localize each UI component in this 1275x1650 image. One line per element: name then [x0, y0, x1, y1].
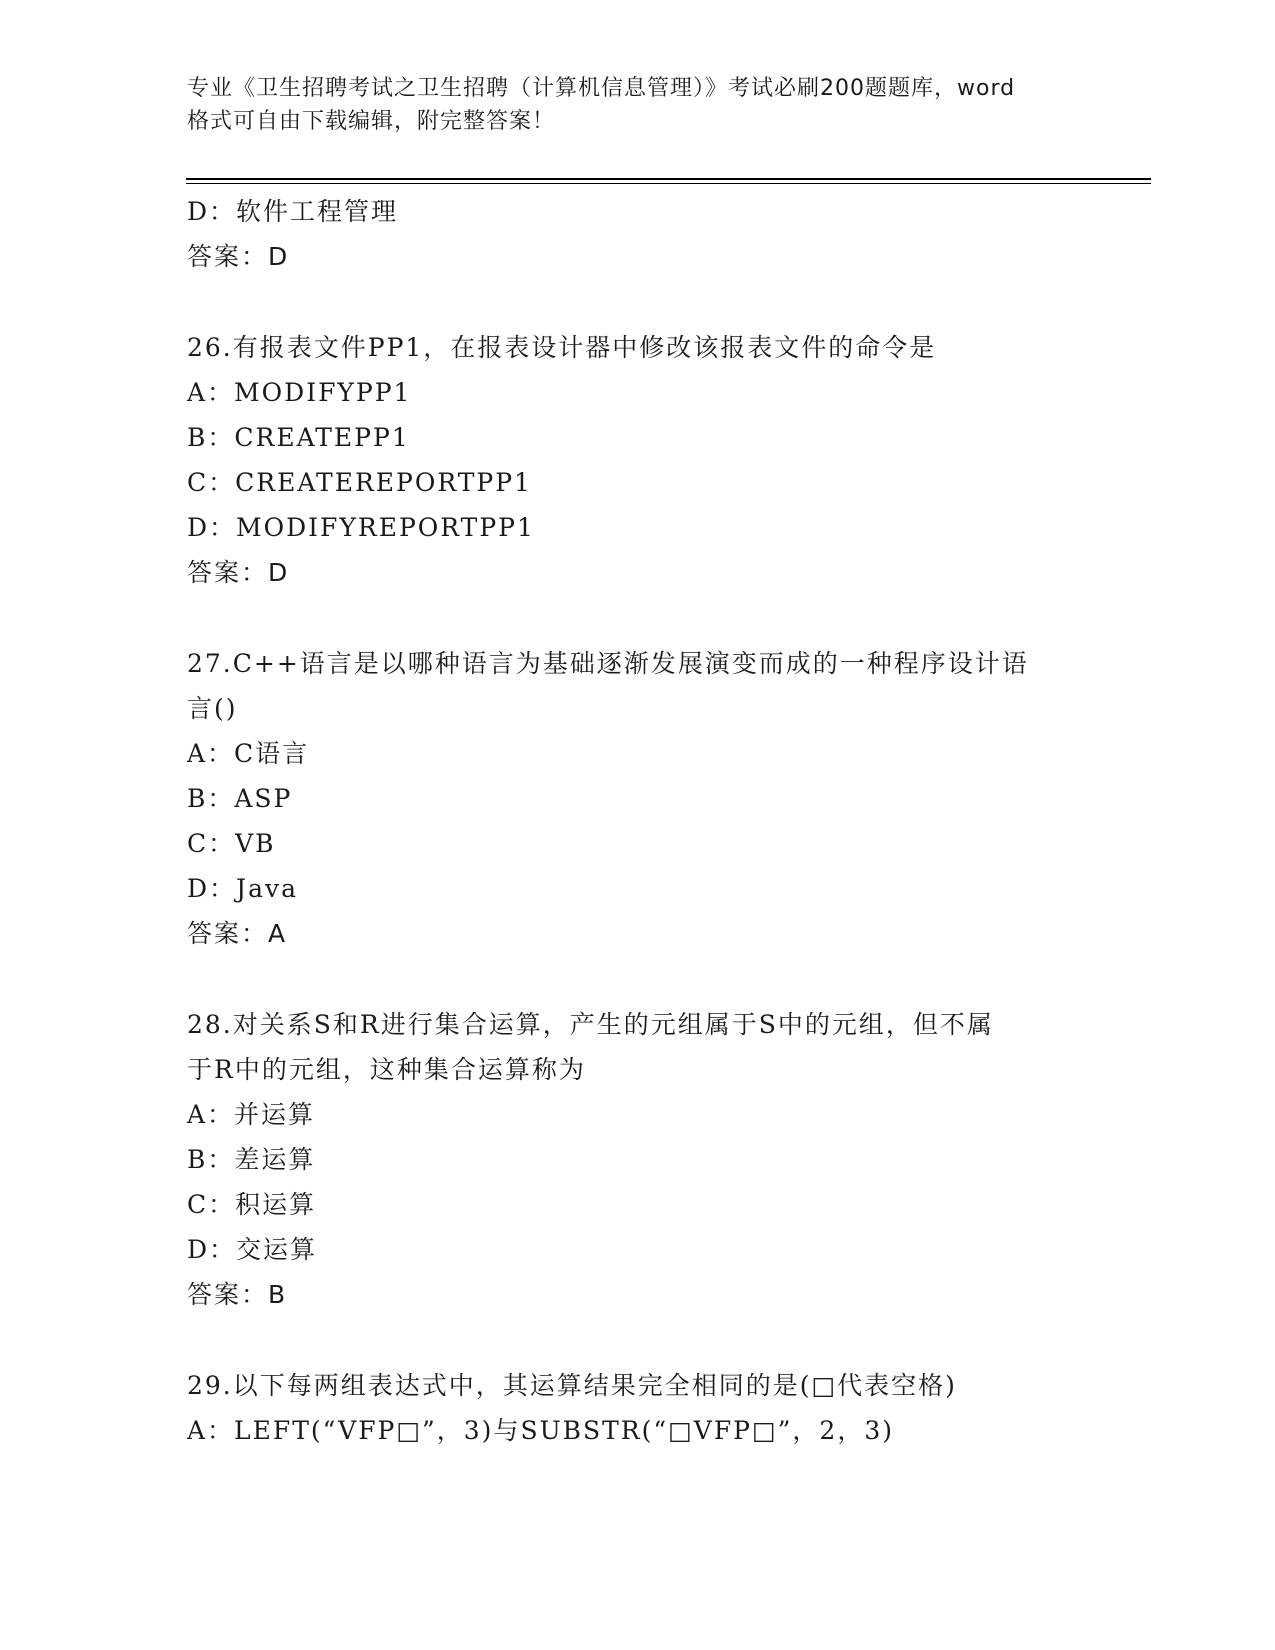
answer-line: 答案：A — [187, 919, 288, 948]
question-stem: 27.C++语言是以哪种语言为基础逐渐发展演变而成的一种程序设计语 — [187, 649, 1029, 678]
answer-line: 答案：B — [187, 1280, 288, 1309]
option-d: D：Java — [187, 874, 298, 903]
answer-line: 答案：D — [187, 558, 290, 587]
option-d: D：MODIFYREPORTPP1 — [187, 513, 535, 542]
option-c: C：VB — [187, 829, 276, 858]
option-a: A：LEFT(“VFP□”，3)与SUBSTR(“□VFP□”，2，3) — [187, 1416, 894, 1445]
option-b: B：差运算 — [187, 1145, 316, 1174]
header-rule-thin — [186, 183, 1151, 184]
question-stem: 28.对关系S和R进行集合运算，产生的元组属于S中的元组，但不属 — [187, 1010, 994, 1039]
option-b: B：CREATEPP1 — [187, 423, 410, 452]
header-line-1: 专业《卫生招聘考试之卫生招聘（计算机信息管理）》考试必刷200题题库，word — [187, 76, 1016, 101]
question-27 — [187, 641, 1087, 956]
spacer — [187, 956, 1087, 1002]
question-28 — [187, 1002, 1087, 1317]
question-stem-continued: 于R中的元组，这种集合运算称为 — [187, 1055, 586, 1084]
answer-line: 答案：D — [187, 242, 290, 271]
spacer — [187, 595, 1087, 641]
option-a: A：C语言 — [187, 739, 310, 768]
header-rule-thick — [186, 178, 1151, 180]
question-stem-continued: 言() — [187, 694, 238, 723]
question-stem: 26.有报表文件PP1，在报表设计器中修改该报表文件的命令是 — [187, 333, 937, 362]
option-d: D：软件工程管理 — [187, 197, 399, 226]
question-29 — [187, 1363, 1087, 1453]
option-b: B：ASP — [187, 784, 293, 813]
carryover-block — [187, 189, 1087, 279]
option-a: A：并运算 — [187, 1100, 316, 1129]
option-d: D：交运算 — [187, 1235, 318, 1264]
option-a: A：MODIFYPP1 — [187, 378, 412, 407]
question-content — [187, 189, 1087, 1453]
option-c: C：积运算 — [187, 1190, 317, 1219]
document-header — [187, 72, 1107, 138]
option-c: C：CREATEREPORTPP1 — [187, 468, 532, 497]
spacer — [187, 1317, 1087, 1363]
spacer — [187, 279, 1087, 325]
header-line-2: 格式可自由下载编辑，附完整答案！ — [187, 109, 556, 134]
question-stem: 29.以下每两组表达式中，其运算结果完全相同的是(□代表空格) — [187, 1371, 957, 1400]
question-26 — [187, 325, 1087, 595]
